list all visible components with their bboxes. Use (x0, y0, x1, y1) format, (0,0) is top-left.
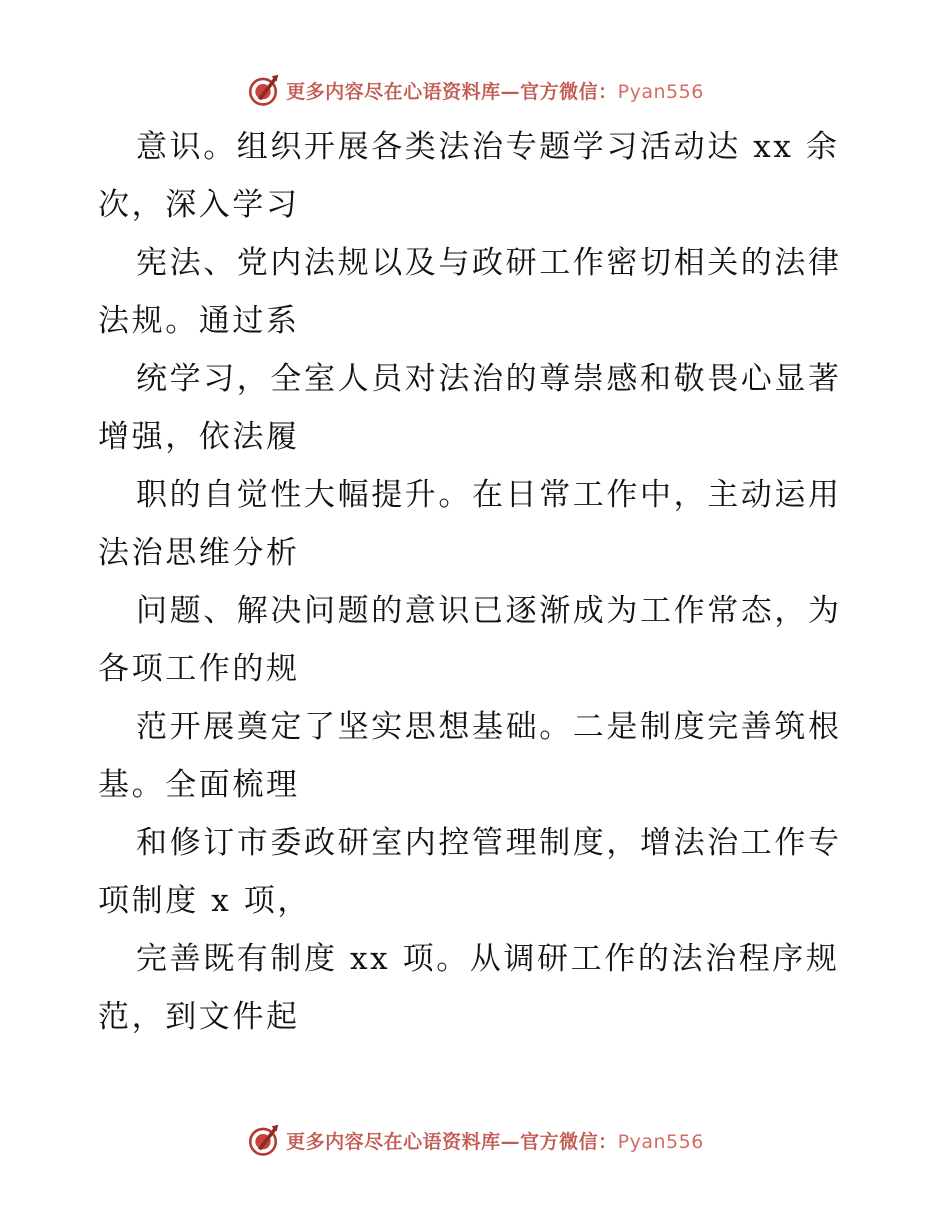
text-line: 法治思维分析 (98, 535, 300, 571)
text-line: 范，到文件起 (98, 999, 300, 1035)
text-line: 次，深入学习 (98, 187, 300, 223)
text-line: 项制度 x 项， (98, 883, 311, 919)
text-line: 各项工作的规 (98, 651, 300, 687)
watermark-cn-text: 更多内容尽在心语资料库—官方微信： (286, 1130, 618, 1153)
text-line: 完善既有制度 xx 项。从调研工作的法治程序规 (136, 941, 840, 977)
header-watermark (0, 70, 950, 110)
footer-watermark (0, 1120, 950, 1160)
quill-pen-seal-icon (246, 73, 280, 107)
text-line: 问题、解决问题的意识已逐渐成为工作常态，为 (136, 593, 842, 629)
document-body (98, 118, 858, 1046)
watermark-text (286, 77, 704, 104)
text-line: 意识。组织开展各类法治专题学习活动达 xx 余 (136, 129, 840, 165)
quill-pen-seal-icon (246, 1123, 280, 1157)
text-line: 和修订市委政研室内控管理制度，增法治工作专 (136, 825, 842, 861)
watermark-text (286, 1127, 704, 1154)
text-line: 增强，依法履 (98, 419, 300, 455)
text-line: 范开展奠定了坚实思想基础。二是制度完善筑根 (136, 709, 842, 745)
watermark-wechat-id: Pyan556 (617, 80, 704, 103)
text-line: 宪法、党内法规以及与政研工作密切相关的法律 (136, 245, 842, 281)
watermark-cn-text: 更多内容尽在心语资料库—官方微信： (286, 80, 618, 103)
text-line: 职的自觉性大幅提升。在日常工作中，主动运用 (136, 477, 842, 513)
text-line: 法规。通过系 (98, 303, 300, 339)
watermark-wechat-id: Pyan556 (617, 1130, 704, 1153)
text-line: 统学习，全室人员对法治的尊崇感和敬畏心显著 (136, 361, 842, 397)
text-line: 基。全面梳理 (98, 767, 300, 803)
